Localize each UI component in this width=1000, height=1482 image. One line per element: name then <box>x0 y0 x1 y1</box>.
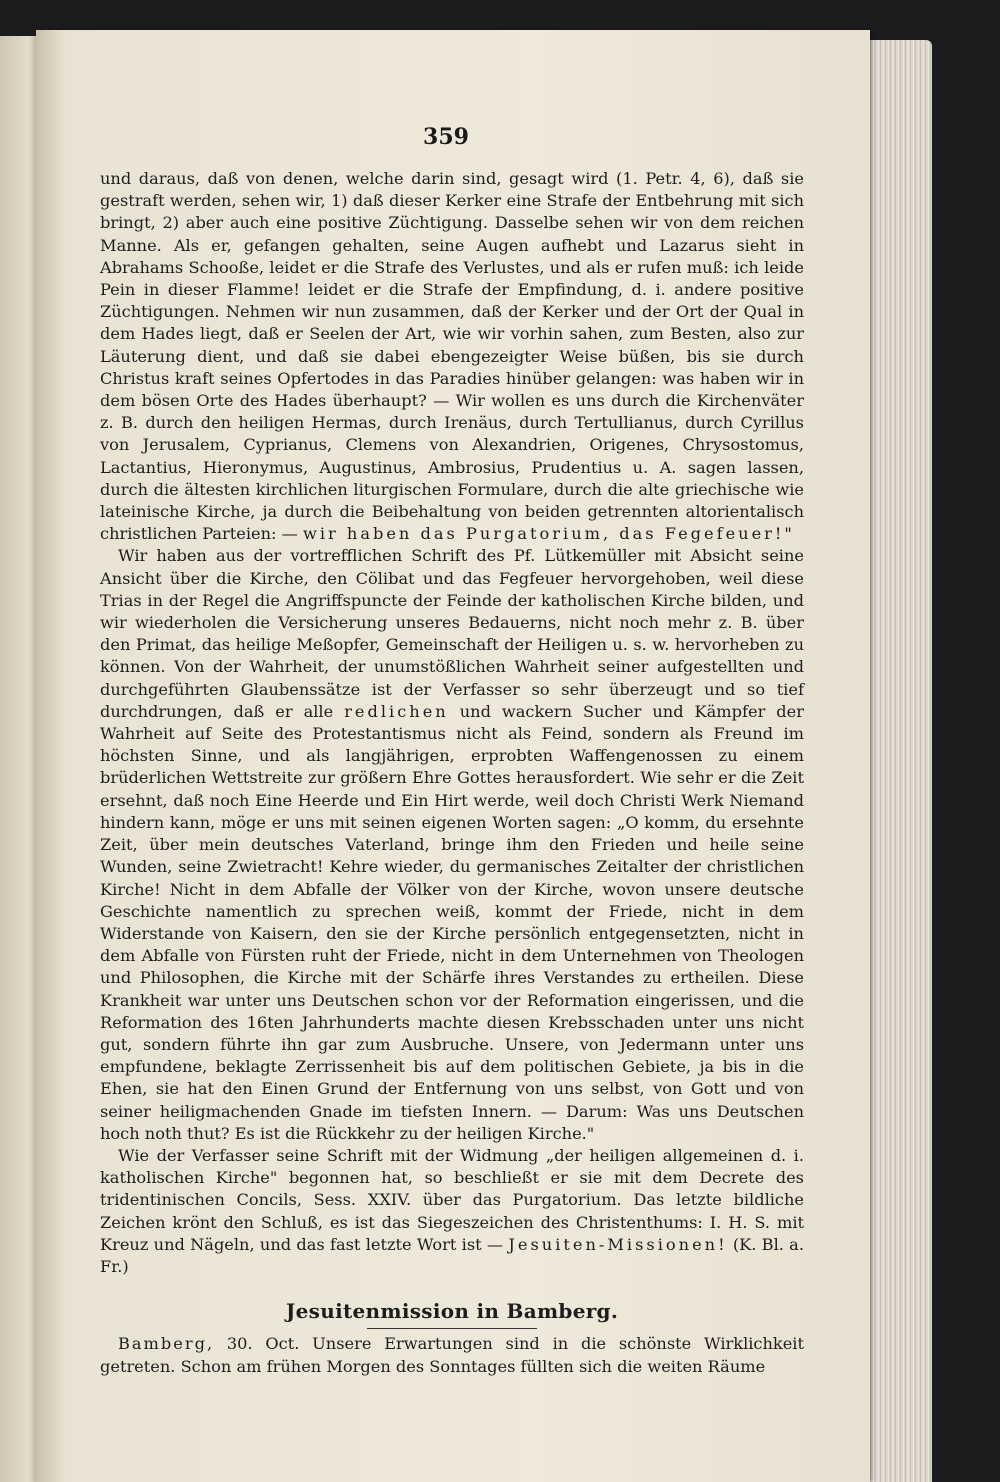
section-paragraph <box>100 1333 804 1377</box>
paragraph-2 <box>100 545 804 1144</box>
paragraph-2-text: Wir haben aus der vortrefflichen Schrift des Pf. Lütkemüller mit Absicht seine Ansicht über die Kirche, den Cölibat und das Fegfeuer hervorgehoben, weil diese Trias in der Regel die Angriffspuncte der Feinde der katholischen Kirche bilden, und wir wiederholen die Versicherung unseres Bedauerns, nicht noch mehr z. B. über den Primat, das heilige Meßopfer, Gemeinschaft der Heiligen u. s. w. hervorheben zu können. Von der Wahrheit, der unumstößlichen Wahrheit seiner aufgestellten und durchgeführten Glaubenssätze ist der Verfasser so sehr überzeugt und so tief durchdrungen, daß er alle <box>100 546 804 721</box>
page-content <box>100 168 804 1378</box>
page-stack-edge <box>862 40 932 1482</box>
paragraph-2-emphasis: redlichen <box>344 701 449 721</box>
section-text: 30. Oct. Unsere Erwartungen sind in die schönste Wirklichkeit getreten. Schon am frühen Morgen des Sonntages füllten sich die weiten Räume <box>100 1334 804 1376</box>
paragraph-3 <box>100 1145 804 1278</box>
section-dateline: Bamberg, <box>118 1334 215 1354</box>
paragraph-1-text: und daraus, daß von denen, welche darin sind, gesagt wird (1. Petr. 4, 6), daß sie gestraft werden, sehen wir, 1) daß dieser Kerker eine Strafe der Entbehrung mit sich bringt, 2) aber auch eine positive Züchtigung. Dasselbe sehen wir von dem reichen Manne. Als er, gefangen gehalten, seine Augen aufhebt und Lazarus sieht in Abrahams Schooße, leidet er die Strafe des Verlustes, und als er rufen muß: ich leide Pein in dieser Flamme! leidet er die Strafe der Empfindung, d. i. andere positive Züchtigungen. Nehmen wir nun zusammen, daß der Kerker und der Ort der Qual in dem Hades liegt, daß er Seelen der Art, wie wir vorhin sahen, zum Besten, also zur Läuterung dient, und daß sie dabei ebengezeigter Weise büßen, bis sie durch Christus kraft seines Opfertodes in das Paradies hinüber gelangen: was haben wir in dem bösen Orte des Hades überhaupt? — Wir wollen es uns durch die Kirchenväter z. B. durch den heiligen Hermas, durch Irenäus, durch Tertullianus, durch Cyrillus von Jerusalem, Cyprianus, Clemens von Alexandrien, Origenes, Chrysostomus, Lactantius, Hieronymus, Augustinus, Ambrosius, Prudentius u. A. sagen lassen, durch die ältesten kirchlichen liturgischen Formulare, durch die alte griechische wie lateinische Kirche, ja durch die Beibehaltung von beiden getrennten altorientalisch christlichen Parteien: — <box>100 169 804 544</box>
paragraph-3-emphasis: Jesuiten-Missionen! <box>508 1234 728 1254</box>
section-heading: Jesuitenmission in Bamberg. <box>285 1299 619 1324</box>
left-page-edge <box>0 36 40 1482</box>
book-page <box>36 30 870 1482</box>
paragraph-3-text: Wie der Verfasser seine Schrift mit der Widmung „der heiligen allgemeinen d. i. katholischen Kirche" begonnen hat, so beschließt er sie mit dem Decrete des tridentinischen Concils, Sess. XXIV. über das Purgatorium. Das letzte bildliche Zeichen krönt den Schluß, es ist das Siegeszeichen des Christenthums: I. H. S. mit Kreuz und Nägeln, und das fast letzte Wort ist — <box>100 1145 804 1254</box>
paragraph-1 <box>100 168 804 545</box>
paragraph-3-source: (K. Bl. a. Fr.) <box>100 1234 804 1276</box>
page-number: 359 <box>423 124 469 150</box>
heading-rule <box>367 1328 537 1329</box>
paragraph-1-emphasis: wir haben das Purgatorium, das Fegefeuer! <box>302 524 785 544</box>
paragraph-2-text-rest: und wackern Sucher und Kämpfer der Wahrheit auf Seite des Protestantismus nicht als Feind, sondern als Freund im höchsten Sinne, und als langjährigen, erprobten Waffengenossen zu einem brüderlichen Wettstreite zur größern Ehre Gottes herausfordert. Wie sehr er die Zeit ersehnt, daß noch Eine Heerde und Ein Hirt werde, weil doch Christi Werk Niemand hindern kann, möge er uns mit seinen eigenen Worten sagen: „O komm, du ersehnte Zeit, über mein deutsches Vaterland, bringe ihm den Frieden und heile seine Wunden, seine Zwietracht! Kehre wieder, du germanisches Zeitalter der christlichen Kirche! Nicht in dem Abfalle der Völker von der Kirche, wovon unsere deutsche Geschichte namentlich zu sprechen weiß, kommt der Friede, nicht in dem Widerstande von Kaisern, den sie der Kirche persönlich entgegensetzten, nicht in dem Abfalle von Fürsten ruht der Friede, nicht in dem Unternehmen von Theologen und Philosophen, die Kirche mit der Schärfe ihres Verstandes zu ertheilen. Diese Krankheit war unter uns Deutschen schon vor der Reformation eingerissen, und die Reformation des 16ten Jahrhunderts machte diesen Krebsschaden unter uns nicht gut, sondern führte ihn gar zum Ausbruche. Unsere, von Jedermann unter uns empfundene, beklagte Zerrissenheit bis auf dem politischen Gebiete, ja bis in die Ehen, sie hat den Einen Grund der Entfernung von uns selbst, von Gott und von seiner heiligmachenden Gnade im tiefsten Innern. — Darum: Was uns Deutschen hoch noth thut? Es ist die Rückkehr zu der heiligen Kirche." <box>100 701 804 1143</box>
paragraph-1-closing-quote: " <box>784 524 792 544</box>
